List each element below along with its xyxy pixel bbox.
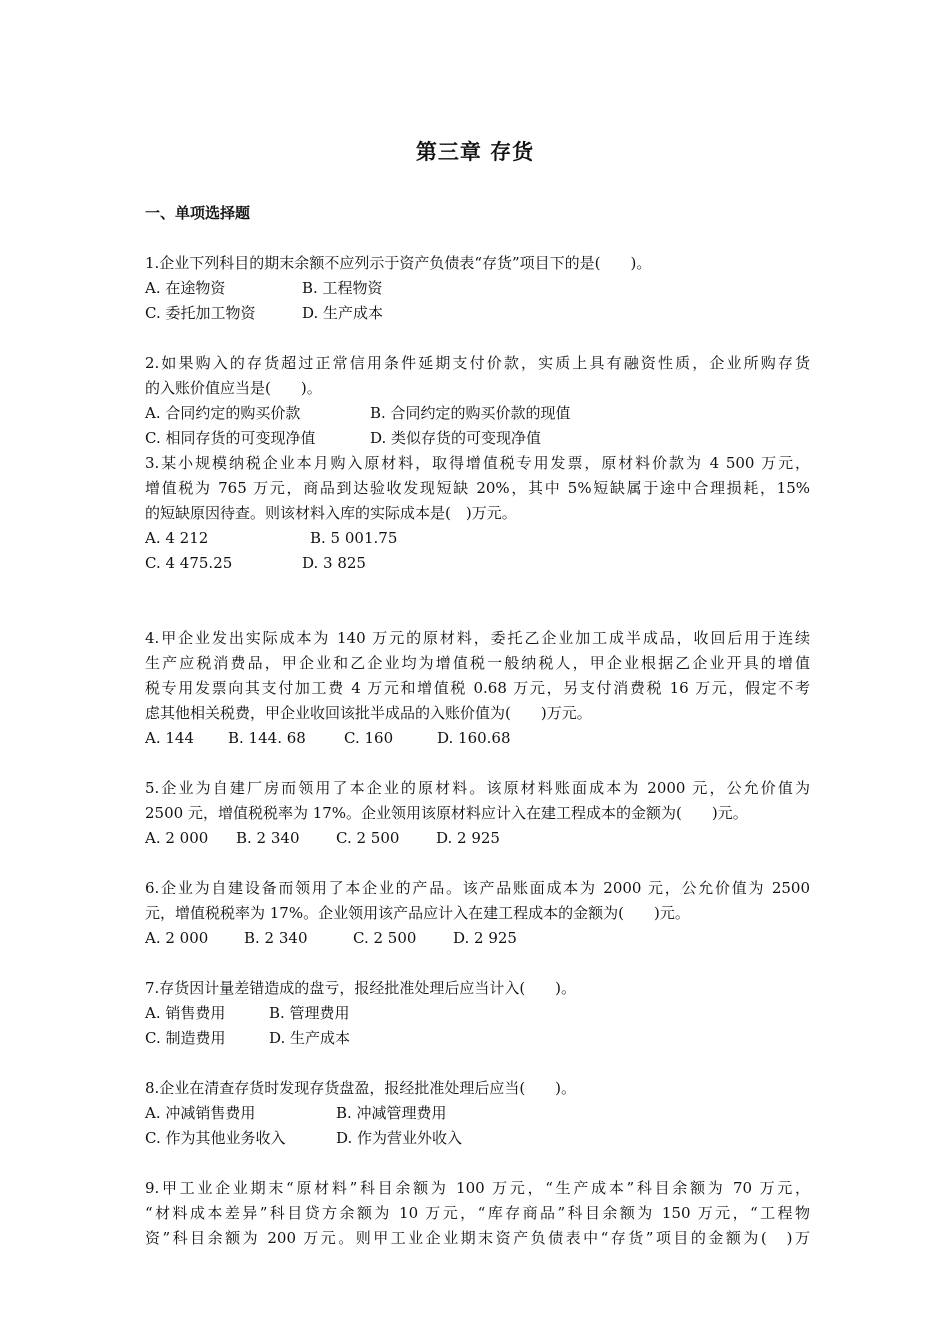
question-5-line-1: 5.企业为自建厂房而领用了本企业的原材料。该原材料账面成本为 2000 元，公允价值为 <box>145 779 810 797</box>
question-9-line-1: 9.甲工业企业期末“原材料”科目余额为 100 万元，“生产成本”科目余额为 70 万元， <box>145 1179 810 1197</box>
question-3-option-d: D. 3 825 <box>302 554 366 572</box>
question-1-option-c: C. 委托加工物资 <box>145 304 256 322</box>
question-8-option-c: C. 作为其他业务收入 <box>145 1129 286 1147</box>
question-1-option-b: B. 工程物资 <box>302 279 383 297</box>
question-1-option-a: A. 在途物资 <box>145 279 226 297</box>
question-7-option-d: D. 生产成本 <box>269 1029 351 1047</box>
question-3-line-1: 3.某小规模纳税企业本月购入原材料，取得增值税专用发票，原材料价款为 4 500 万元， <box>145 454 810 472</box>
chapter-title: 第三章 存货 <box>415 140 535 164</box>
question-3-option-c: C. 4 475.25 <box>145 554 233 572</box>
question-8-line-1: 8.企业在清查存货时发现存货盘盈，报经批准处理后应当( )。 <box>145 1079 577 1097</box>
question-6-option-d: D. 2 925 <box>453 929 517 947</box>
question-4-line-3: 税专用发票向其支付加工费 4 万元和增值税 0.68 万元，另支付消费税 16 万元，假定不考 <box>145 679 810 697</box>
question-8-option-d: D. 作为营业外收入 <box>336 1129 463 1147</box>
question-3-line-2: 增值税为 765 万元，商品到达验收发现短缺 20%，其中 5%短缺属于途中合理损耗，15% <box>145 479 810 497</box>
question-4-option-a: A. 144 <box>145 729 194 747</box>
question-4-line-2: 生产应税消费品，甲企业和乙企业均为增值税一般纳税人，甲企业根据乙企业开具的增值 <box>145 654 810 672</box>
question-3-option-b: B. 5 001.75 <box>310 529 398 547</box>
question-6-option-b: B. 2 340 <box>244 929 308 947</box>
question-2-line-1: 2.如果购入的存货超过正常信用条件延期支付价款，实质上具有融资性质，企业所购存货 <box>145 354 810 372</box>
question-2-option-b: B. 合同约定的购买价款的现值 <box>370 404 571 422</box>
question-7-line-1: 7.存货因计量差错造成的盘亏，报经批准处理后应当计入( )。 <box>145 979 577 997</box>
question-8-option-b: B. 冲减管理费用 <box>336 1104 447 1122</box>
question-7-option-c: C. 制造费用 <box>145 1029 226 1047</box>
question-5-option-a: A. 2 000 <box>145 829 209 847</box>
question-5-option-b: B. 2 340 <box>236 829 300 847</box>
question-3-line-3: 的短缺原因待查。则该材料入库的实际成本是( )万元。 <box>145 504 517 522</box>
section-heading: 一、单项选择题 <box>145 204 251 222</box>
question-6-option-c: C. 2 500 <box>353 929 417 947</box>
question-5-option-c: C. 2 500 <box>336 829 400 847</box>
question-3-option-a: A. 4 212 <box>145 529 209 547</box>
question-6-option-a: A. 2 000 <box>145 929 209 947</box>
question-2-option-a: A. 合同约定的购买价款 <box>145 404 301 422</box>
question-1-line-1: 1.企业下列科目的期末余额不应列示于资产负债表“存货”项目下的是( )。 <box>145 254 652 272</box>
question-9-line-3: 资”科目余额为 200 万元。则甲工业企业期末资产负债表中“存货”项目的金额为( )万 <box>145 1229 810 1247</box>
question-2-line-2: 的入账价值应当是( )。 <box>145 379 322 397</box>
question-4-line-4: 虑其他相关税费，甲企业收回该批半成品的入账价值为( )万元。 <box>145 704 592 722</box>
question-6-line-2: 元，增值税税率为 17%。企业领用该产品应计入在建工程成本的金额为( )元。 <box>145 904 690 922</box>
question-5-line-2: 2500 元，增值税税率为 17%。企业领用该原材料应计入在建工程成本的金额为( )元。 <box>145 804 748 822</box>
question-9-line-2: “材料成本差异”科目贷方余额为 10 万元，“库存商品”科目余额为 150 万元，“工程物 <box>145 1204 810 1222</box>
question-6-line-1: 6.企业为自建设备而领用了本企业的产品。该产品账面成本为 2000 元，公允价值为 2500 <box>145 879 810 897</box>
question-2-option-d: D. 类似存货的可变现净值 <box>370 429 542 447</box>
question-1-option-d: D. 生产成本 <box>302 304 384 322</box>
question-5-option-d: D. 2 925 <box>436 829 500 847</box>
question-4-option-b: B. 144. 68 <box>228 729 306 747</box>
question-4-option-c: C. 160 <box>344 729 394 747</box>
question-4-line-1: 4.甲企业发出实际成本为 140 万元的原材料，委托乙企业加工成半成品，收回后用于连续 <box>145 629 810 647</box>
question-4-option-d: D. 160.68 <box>437 729 511 747</box>
question-8-option-a: A. 冲减销售费用 <box>145 1104 256 1122</box>
question-7-option-b: B. 管理费用 <box>269 1004 350 1022</box>
question-7-option-a: A. 销售费用 <box>145 1004 226 1022</box>
question-2-option-c: C. 相同存货的可变现净值 <box>145 429 316 447</box>
